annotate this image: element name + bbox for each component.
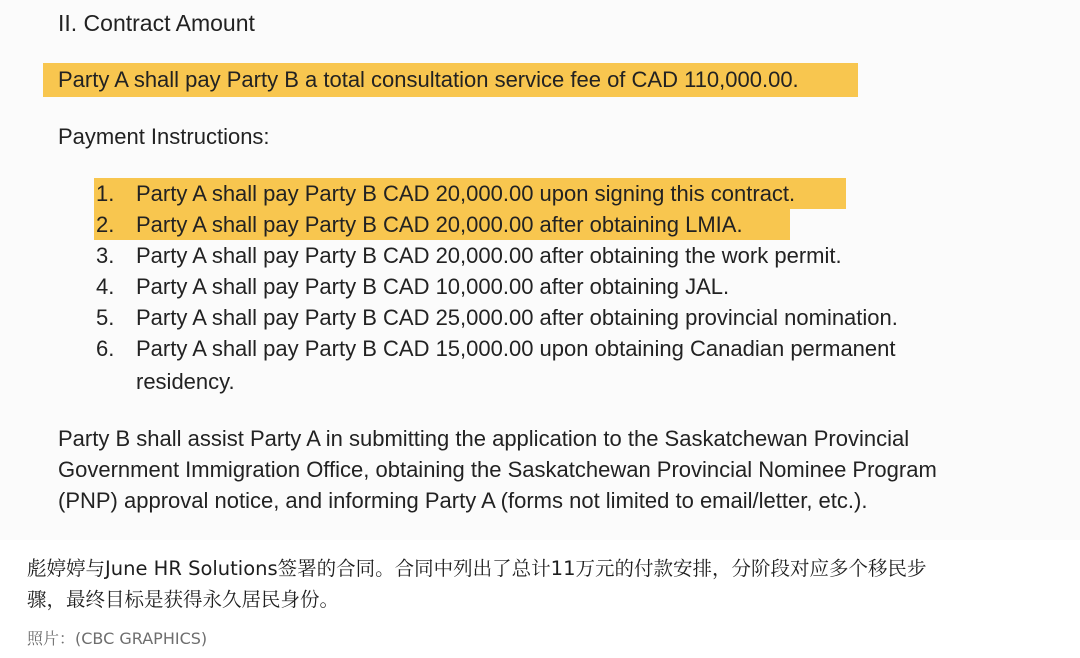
payment-step-6-continuation: residency. xyxy=(136,369,235,394)
payment-step-1 xyxy=(94,178,846,209)
step-text: Party A shall pay Party B CAD 20,000.00 after obtaining the work permit. xyxy=(136,243,842,268)
step-number: 3. xyxy=(96,243,115,268)
closing-paragraph xyxy=(58,423,1048,516)
payment-step-3 xyxy=(94,240,994,271)
step-number: 5. xyxy=(96,305,115,330)
payment-step-5 xyxy=(94,302,994,333)
step-text: Party A shall pay Party B CAD 10,000.00 after obtaining JAL. xyxy=(136,274,730,299)
image-caption xyxy=(27,553,1067,615)
step-text: Party A shall pay Party B CAD 25,000.00 after obtaining provincial nomination. xyxy=(136,305,898,330)
caption-line: 彪婷婷与June HR Solutions签署的合同。合同中列出了总计11万元的付款安排，分阶段对应多个移民步 xyxy=(27,557,927,580)
paragraph-line: (PNP) approval notice, and informing Party A (forms not limited to email/letter, etc.). xyxy=(58,488,868,513)
step-number: 2. xyxy=(96,212,115,237)
total-fee-highlight: Party A shall pay Party B a total consultation service fee of CAD 110,000.00. xyxy=(43,63,858,97)
payment-step-6 xyxy=(94,333,994,364)
caption-line: 骤，最终目标是获得永久居民身份。 xyxy=(27,588,340,611)
step-number: 4. xyxy=(96,274,115,299)
step-number: 1. xyxy=(96,181,115,206)
section-title: II. Contract Amount xyxy=(58,10,255,36)
payment-step-2 xyxy=(94,209,790,240)
step-text: Party A shall pay Party B CAD 20,000.00 upon signing this contract. xyxy=(136,181,796,206)
payment-heading: Payment Instructions: xyxy=(58,124,270,149)
paragraph-line: Government Immigration Office, obtaining the Saskatchewan Provincial Nominee Program xyxy=(58,457,937,482)
paragraph-line: Party B shall assist Party A in submitting the application to the Saskatchewan Provincial xyxy=(58,426,910,451)
photo-credit: 照片：(CBC GRAPHICS) xyxy=(27,629,208,648)
step-number: 6. xyxy=(96,336,115,361)
step-text: Party A shall pay Party B CAD 15,000.00 upon obtaining Canadian permanent xyxy=(136,336,896,361)
payment-steps-list xyxy=(94,178,994,364)
payment-step-4 xyxy=(94,271,994,302)
step-text: Party A shall pay Party B CAD 20,000.00 after obtaining LMIA. xyxy=(136,212,743,237)
